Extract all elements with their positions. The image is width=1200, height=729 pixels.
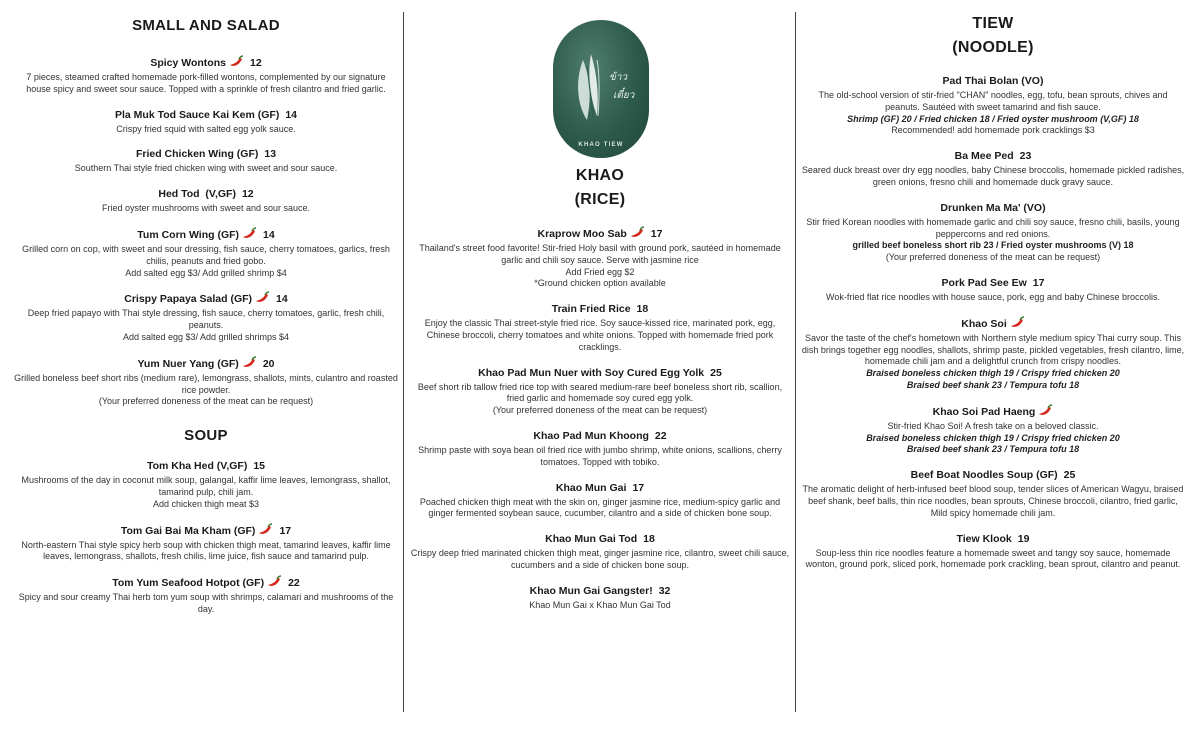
item-price: 17 (279, 524, 292, 537)
item-description: Crispy fried squid with salted egg yolk sauce. (116, 123, 296, 134)
item-name: Pad Thai Bolan (VO) (942, 75, 1044, 87)
item-price: 20 (262, 357, 275, 370)
item-description: The old-school version of stir-fried "CHAN" noodles, egg, tofu, bean sprouts, chives and peanuts. Sautéed with sweet tamarind and fish sauce. (818, 90, 1168, 112)
chili-pepper-icon (1009, 316, 1025, 329)
item-heading (408, 302, 792, 316)
section-title-khao: KHAO (575, 167, 625, 184)
tiew-noodle-column (800, 0, 1186, 729)
item-heading (14, 575, 398, 590)
menu-item-pork-pad-see-ew (800, 276, 1186, 304)
item-heading (14, 147, 398, 161)
item-name: Pla Muk Tod Sauce Kai Kem (GF) (114, 108, 280, 121)
item-price: 17 (632, 481, 645, 494)
item-name: Ba Mee Ped (954, 150, 1014, 163)
logo-wordmark: KHAO TIEW (578, 142, 624, 148)
menu-item-spicy-wontons (14, 55, 398, 96)
item-description: Stir-fried Khao Soi! A fresh take on a beloved classic. (887, 420, 1099, 431)
item-heading (800, 404, 1186, 419)
item-heading (800, 149, 1186, 163)
item-addon: Add salted egg $3/ Add grilled shrimps $4 (122, 331, 290, 342)
item-description: Stir fried Korean noodles with homemade garlic and chili soy sauce, fresno chili, basils, young peppercorns and red onions. (806, 216, 1180, 239)
item-heading (14, 356, 398, 371)
section-subtitle-rice: (RICE) (574, 191, 626, 208)
item-name: Tom Gai Bai Ma Kham (GF) (120, 524, 256, 537)
item-description: Grilled corn on cop, with sweet and sour dressing, fish sauce, cherry tomatoes, garlics, fresh chilis, peanuts and fried gobo. (22, 243, 390, 266)
item-description: Grilled boneless beef short ribs (medium rare), lemongrass, shallots, mints, culantro and roasted rice powder. (14, 372, 398, 395)
item-name: Drunken Ma Ma' (VO) (940, 201, 1046, 214)
menu-item-ba-mee-ped (800, 149, 1186, 189)
item-heading (800, 201, 1186, 215)
item-heading (14, 55, 398, 70)
item-price: 32 (658, 584, 671, 597)
svg-text:ข้าว: ข้าว (609, 72, 628, 83)
item-heading (14, 108, 398, 122)
item-note: (Your preferred doneness of the meat can be request) (492, 405, 708, 416)
item-heading (14, 459, 398, 473)
item-heading (800, 276, 1186, 290)
section-title-tiew: TIEW (972, 15, 1014, 32)
chili-pepper-icon (257, 523, 273, 536)
section-title-soup: SOUP (184, 427, 228, 445)
svg-text:เตี๋ยว: เตี๋ยว (613, 90, 635, 101)
item-price: 17 (650, 228, 663, 240)
item-description: Beef short rib tallow fried rice top with seared medium-rare beef boneless short rib, scallion, fried garlic and homemade soy cured egg yolk. (417, 381, 783, 404)
item-name: Fried Chicken Wing (GF) (135, 148, 259, 161)
menu-item-khao-mun-gai-gangster (408, 584, 792, 612)
item-options: grilled beef boneless short rib 23 / Fried oyster mushrooms (V) 18 (852, 240, 1134, 251)
small-and-salad-column (14, 0, 398, 729)
item-heading (408, 532, 792, 546)
item-heading (408, 481, 792, 495)
item-heading (14, 291, 398, 306)
item-heading (800, 74, 1186, 88)
chili-pepper-icon (241, 227, 257, 240)
item-heading (408, 226, 792, 241)
column-divider-right (795, 12, 796, 712)
item-price: 25 (1063, 469, 1076, 482)
item-options-2: Braised beef shank 23 / Tempura tofu 18 (906, 379, 1080, 390)
item-name: Khao Mun Gai (555, 481, 627, 494)
item-price: 22 (654, 429, 667, 442)
menu-item-pad-thai-bolan (800, 74, 1186, 137)
menu-item-tum-corn-wing (14, 227, 398, 279)
chili-pepper-icon (629, 226, 645, 239)
item-heading (14, 523, 398, 538)
item-description: Wok-fried flat rice noodles with house sauce, pork, egg and baby Chinese broccolis. (825, 291, 1160, 302)
item-name: Beef Boat Noodles Soup (GF) (910, 469, 1058, 482)
item-name: Tom Kha Hed (V,GF) (146, 460, 248, 473)
item-name: Khao Soi Pad Haeng (932, 405, 1036, 418)
item-description: Fried oyster mushrooms with sweet and sour sauce. (101, 203, 311, 214)
item-description: Mushrooms of the day in coconut milk soup, galangal, kaffir lime leaves, lemongrass, shallot, tamarind pulp, chili jam. (21, 475, 391, 497)
item-name: Tum Corn Wing (GF) (137, 228, 240, 241)
item-name: Train Fried Rice (551, 303, 631, 316)
item-price: 17 (1032, 276, 1045, 289)
item-name: Khao Pad Mun Nuer with Soy Cured Egg Yolk (478, 366, 705, 379)
khao-rice-column (408, 0, 792, 729)
menu-item-drunken-ma-ma (800, 201, 1186, 264)
menu-item-khao-mun-gai (408, 481, 792, 521)
item-name: Khao Soi (961, 317, 1007, 330)
item-price: 14 (263, 228, 275, 241)
item-description: 7 pieces, steamed crafted homemade pork-filled wontons, complemented by our signature house spicy and sweet sour sauce. Topped with a sprinkle of fresh cilantro and fried garlic. (26, 72, 386, 94)
item-heading (800, 532, 1186, 546)
item-price: 12 (249, 57, 262, 69)
menu-item-khao-mun-gai-tod (408, 532, 792, 572)
item-price: 18 (636, 303, 649, 316)
item-description: Soup-less thin rice noodles feature a homemade sweet and tangy soy sauce, homemade wonton, ground pork, sliced pork, homemade pork crackling, bean sprout, cilantro and peanut. (805, 547, 1181, 570)
item-price: 19 (1017, 532, 1030, 545)
chili-pepper-icon (241, 356, 257, 369)
item-description: Deep fried papayo with Thai style dressing, fish sauce, cherry tomatoes, garlic, fresh chili, peanuts. (27, 308, 385, 331)
menu-item-hed-tod (14, 187, 398, 215)
menu-item-khao-pad-mun-nuer (408, 366, 792, 417)
item-heading (408, 584, 792, 598)
item-note: (Your preferred doneness of the meat can be request) (98, 396, 314, 407)
menu-item-tom-yum-seafood-hotpot (14, 575, 398, 616)
item-price: 12 (241, 188, 254, 201)
item-name: Tom Yum Seafood Hotpot (GF) (112, 577, 265, 590)
item-heading (14, 187, 398, 201)
item-options-2: Braised beef shank 23 / Tempura tofu 18 (906, 444, 1080, 455)
item-heading (408, 366, 792, 380)
item-name: Pork Pad See Ew (941, 276, 1027, 289)
menu-item-beef-boat-noodles (800, 468, 1186, 519)
item-name: Kraprow Moo Sab (537, 228, 627, 240)
item-description: North-eastern Thai style spicy herb soup with chicken thigh meat, tamarind leaves, kaffir lime leaves, lemongrass, shallots, fresh chilis, lime juice, fish sauce and tamarind pulp. (21, 539, 391, 562)
item-price: 15 (253, 460, 266, 473)
item-price: 25 (710, 366, 722, 379)
item-name: Hed Tod (V,GF) (158, 188, 236, 201)
item-description: Spicy and sour creamy Thai herb tom yum soup with shrimps, calamari and mushrooms of the day. (18, 592, 394, 614)
item-price: 18 (643, 533, 655, 546)
item-note: *Ground chicken option available (534, 278, 666, 289)
item-heading (800, 316, 1186, 331)
menu-item-pla-muk-tod (14, 108, 398, 136)
item-description: Poached chicken thigh meat with the skin on, ginger jasmine rice, medium-spicy garlic and ginger fermented soybean sauce, cucumber, cilantro and a side of chicken bone soup. (419, 496, 781, 519)
item-heading (408, 429, 792, 443)
item-description: The aromatic delight of herb-infused beef blood soup, tender slices of American Wagyu, braised beef shank, beef balls, thin rice noodles, bean sprouts, Chinese broccoli, cilantro, fried garlic, Mild spicy homemade chili jam. (802, 484, 1184, 518)
section-subtitle-noodle: (NOODLE) (952, 39, 1034, 56)
menu-item-tom-gai-bai-ma-kham (14, 523, 398, 564)
item-addon: Add salted egg $3/ Add grilled shrimp $4 (125, 267, 287, 278)
item-price: 13 (264, 148, 277, 161)
chili-pepper-icon (254, 291, 270, 304)
menu-item-tom-kha-hed (14, 459, 398, 510)
item-price: 23 (1019, 150, 1032, 163)
menu-item-tiew-klook (800, 532, 1186, 572)
item-description: Crispy deep fried marinated chicken thigh meat, ginger jasmine rice, cilantro, sweet chili sauce, cucumbers and a side of chicken bone soup. (410, 548, 790, 570)
section-title-small-and-salad: SMALL AND SALAD (132, 17, 280, 34)
item-price: 14 (285, 108, 298, 121)
chili-pepper-icon (228, 55, 244, 68)
column-divider-left (403, 12, 404, 712)
item-addon: Recommended! add homemade pork cracklings $3 (891, 125, 1095, 136)
menu-item-crispy-papaya-salad (14, 291, 398, 343)
item-note: (Your preferred doneness of the meat can be request) (885, 252, 1101, 263)
item-description: Seared duck breast over dry egg noodles, baby Chinese broccolis, homemade pickled radishes, green onions, fresno chili and homemade duck gravy sauce. (801, 165, 1185, 187)
item-description: Shrimp paste with soya bean oil fried rice with jumbo shrimp, white onions, scallions, cherry tomatoes. Topped with tobiko. (418, 444, 782, 467)
item-price: 14 (276, 293, 288, 306)
menu-item-kraprow-moo-sab (408, 226, 792, 290)
item-heading (800, 468, 1186, 482)
item-addon: Add Fried egg $2 (565, 266, 635, 277)
item-description: Enjoy the classic Thai street-style fried rice. Soy sauce-kissed rice, marinated pork, egg, Chinese broccoli, cherry tomatoes and white onions. Topped with homemade fried pork cracklings. (424, 318, 776, 352)
item-name: Tiew Klook (956, 532, 1012, 545)
item-options: Braised boneless chicken thigh 19 / Crispy fried chicken 20 (866, 368, 1120, 379)
item-name: Spicy Wontons (150, 57, 226, 69)
menu-item-khao-soi (800, 316, 1186, 392)
item-addon: Add chicken thigh meat $3 (152, 498, 260, 509)
item-options: Shrimp (GF) 20 / Fried chicken 18 / Fried oyster mushroom (V,GF) 18 (847, 113, 1139, 124)
item-description: Southern Thai style fried chicken wing with sweet and sour sauce. (74, 163, 338, 174)
item-name: Crispy Papaya Salad (GF) (124, 293, 253, 306)
menu-item-fried-chicken-wing (14, 147, 398, 175)
item-name: Khao Mun Gai Tod (545, 533, 638, 546)
item-options: Braised boneless chicken thigh 19 / Crispy fried chicken 20 (866, 432, 1120, 443)
menu-item-train-fried-rice (408, 302, 792, 353)
menu-item-khao-pad-mun-khoong (408, 429, 792, 469)
item-name: Yum Nuer Yang (GF) (137, 357, 239, 370)
chili-pepper-icon (266, 575, 282, 588)
item-description: Khao Mun Gai x Khao Mun Gai Tod (529, 599, 671, 610)
item-description: Savor the taste of the chef's hometown with Northern style medium spicy Thai curry soup. This dish brings together egg noodles, shallots, shrimp paste, pickled vegetables, fresh cilantro, lime, homemade chili jam and a delightful crunch from crispy noodles. (801, 332, 1185, 367)
menu-item-khao-soi-pad-haeng (800, 404, 1186, 456)
item-description: Thailand's street food favorite! Stir-fried Holy basil with ground pork, sautéed in homemade garlic and chili soy sauce. Serve with jasmine rice (419, 243, 781, 265)
chili-pepper-icon (1037, 404, 1053, 417)
item-heading (14, 227, 398, 242)
item-name: Khao Mun Gai Gangster! (529, 584, 653, 597)
menu-item-yum-nuer-yang (14, 356, 398, 408)
item-price: 22 (288, 577, 300, 590)
item-name: Khao Pad Mun Khoong (533, 429, 649, 442)
